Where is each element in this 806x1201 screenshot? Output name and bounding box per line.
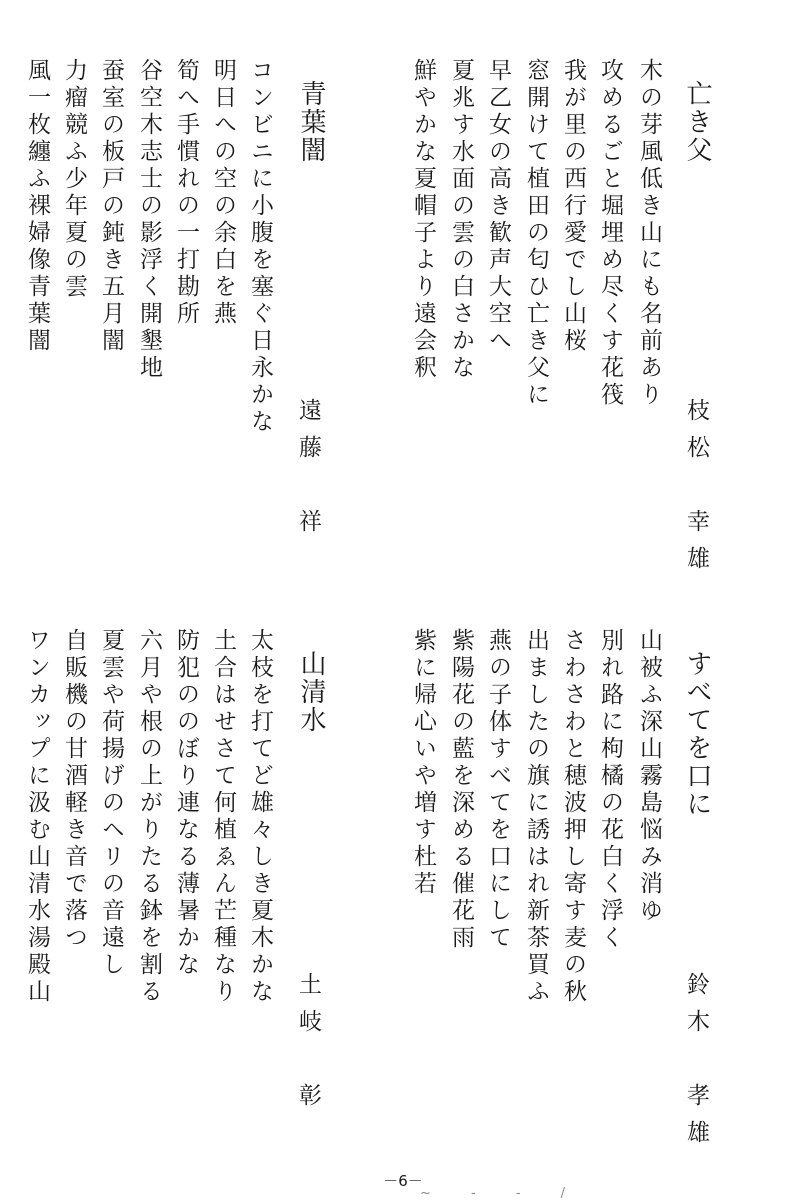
haiku-line: 防犯ののぼり連なる薄暑かな — [173, 628, 199, 979]
section-title: 亡き父 — [682, 80, 712, 164]
margin-scribble: ~ - - / — [420, 1186, 584, 1201]
haiku-line: 明日への空の余白を燕 — [210, 58, 236, 328]
page-number: －6－ — [383, 1172, 423, 1190]
haiku-line: 出ましたの旗に誘はれ新茶買ふ — [523, 628, 549, 1006]
haiku-line: 攻めるごと堀埋め尽くす花筏 — [597, 58, 623, 409]
haiku-line: さわさわと穂波押し寄す麦の秋 — [560, 628, 586, 1006]
haiku-line: 窓開けて植田の匂ひ亡き父に — [523, 58, 549, 409]
haiku-line: 太枝を打てど雄々しき夏木かな — [247, 628, 273, 1006]
haiku-line: 夏兆す水面の雲の白さかな — [448, 58, 474, 382]
haiku-line: 鮮やかな夏帽子より遠会釈 — [410, 58, 436, 382]
haiku-line: 燕の子体すべてを口にして — [485, 628, 511, 952]
section-author: 鈴木 孝雄 — [683, 972, 709, 1157]
section-author: 枝松 幸雄 — [683, 398, 709, 583]
haiku-line: 土合はせさて何植ゑん芒種なり — [210, 628, 236, 1006]
haiku-line: 六月や根の上がりたる鉢を割る — [136, 628, 162, 1006]
haiku-line: 山被ふ深山霧島悩み消ゆ — [636, 628, 662, 925]
haiku-line: 木の芽風低き山にも名前あり — [636, 58, 662, 409]
haiku-line: 力瘤競ふ少年夏の雲 — [61, 58, 87, 301]
section-title: 山清水 — [296, 650, 326, 734]
section-title: 青葉闇 — [296, 80, 326, 164]
haiku-line: 別れ路に枸橘の花白く浮く — [597, 628, 623, 952]
section-author: 遠藤 祥 — [295, 398, 321, 546]
haiku-line: 紫に帰心いや増す杜若 — [410, 628, 436, 898]
haiku-line: 蚕室の板戸の鈍き五月闇 — [98, 58, 124, 355]
haiku-line: 我が里の西行愛でし山桜 — [560, 58, 586, 355]
section-title: すべてを口に — [682, 650, 712, 818]
haiku-line: 風一枚纏ふ裸婦像青葉闇 — [24, 58, 50, 355]
haiku-line: 筍へ手慣れの一打勘所 — [173, 58, 199, 328]
haiku-line: 紫陽花の藍を深める催花雨 — [448, 628, 474, 952]
haiku-line: コンビニに小腹を塞ぐ日永かな — [247, 58, 273, 436]
haiku-line: 早乙女の高き歓声大空へ — [485, 58, 511, 355]
haiku-line: 谷空木志士の影浮く開墾地 — [136, 58, 162, 382]
haiku-line: 自販機の甘酒軽き音で落つ — [61, 628, 87, 952]
section-author: 土岐 彰 — [295, 972, 321, 1120]
haiku-line: 夏雲や荷揚げのヘリの音遠し — [98, 628, 124, 979]
haiku-line: ワンカップに汲む山清水湯殿山 — [24, 628, 50, 1006]
